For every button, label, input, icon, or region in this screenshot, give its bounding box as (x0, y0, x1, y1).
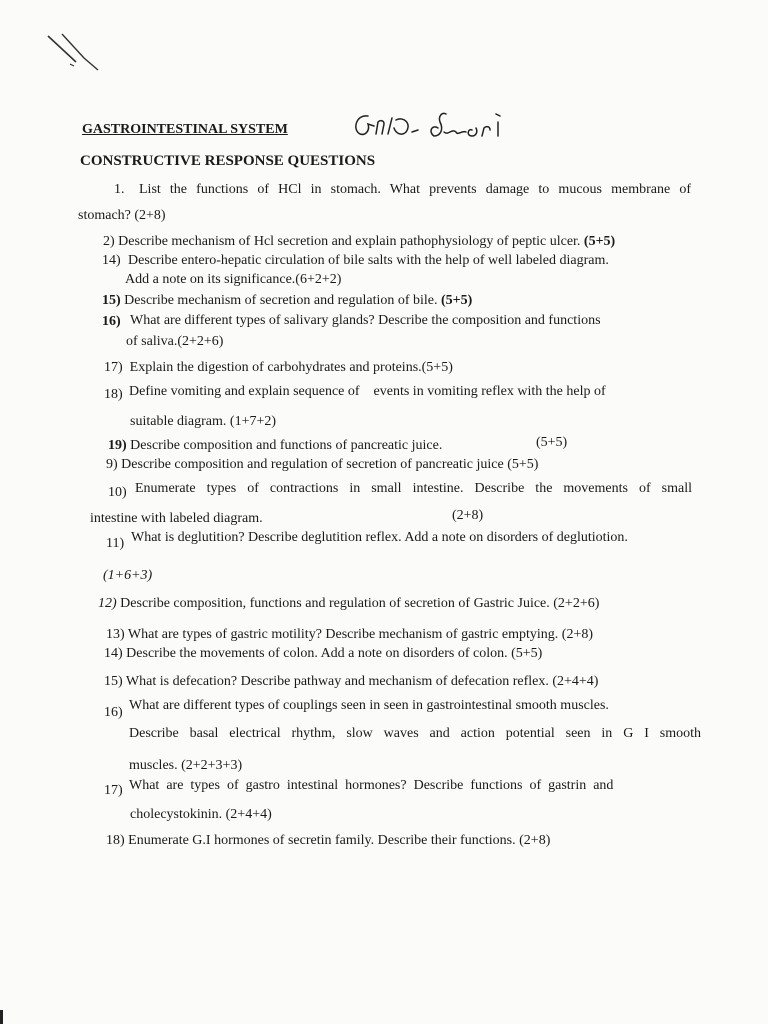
question-14b (104, 645, 542, 662)
question-18b (106, 832, 550, 849)
question-19-text: Describe composition and functions of pancreatic juice. (130, 438, 443, 453)
question-15b-text: What is defecation? Describe pathway and mechanism of defecation reflex. (2+4+4) (125, 674, 599, 689)
question-1-line-1: List the functions of HCl in stomach. What prevents damage to mucous membrane of (139, 182, 691, 197)
question-19-number: 19) (108, 438, 127, 453)
question-9 (106, 456, 538, 473)
question-18a-line-1: Define vomiting and explain sequence of events in vomiting reflex with the help of (129, 384, 606, 399)
question-16a-line-1: What are different types of salivary glands? Describe the composition and functions (130, 313, 601, 328)
question-15b-number: 15) (104, 674, 123, 689)
question-10-line-1: Enumerate types of contractions in small intestine. Describe the movements of small (135, 481, 692, 496)
question-15b (104, 673, 598, 690)
question-9-number: 9) (106, 457, 118, 472)
question-16a-number: 16) (102, 314, 121, 329)
question-14b-number: 14) (104, 646, 123, 661)
question-10-number: 10) (108, 485, 127, 500)
question-2-number: 2) (103, 234, 115, 249)
question-10-marks: (2+8) (452, 508, 484, 523)
question-12-number: 12) (98, 596, 117, 611)
question-16b-line-1: What are different types of couplings seen in seen in gastrointestinal smooth muscles. (129, 698, 609, 713)
question-12 (98, 595, 599, 612)
question-14a-line-1: Describe entero-hepatic circulation of bile salts with the help of well labeled diagram. (128, 253, 609, 268)
scan-edge-mark (0, 1010, 3, 1024)
question-13-number: 13) (106, 627, 125, 642)
question-16b-line-3: muscles. (2+2+3+3) (129, 758, 243, 773)
question-2-text: Describe mechanism of Hcl secretion and explain pathophysiology of peptic ulcer. (118, 234, 581, 249)
page-title: GASTROINTESTINAL SYSTEM (82, 122, 288, 137)
question-17b-line-1: What are types of gastro intestinal hormones? Describe functions of gastrin and (129, 778, 614, 793)
question-17a-text: Explain the digestion of carbohydrates and proteins.(5+5) (129, 360, 453, 375)
question-19-marks: (5+5) (536, 435, 568, 450)
question-14b-text: Describe the movements of colon. Add a note on disorders of colon. (5+5) (126, 646, 543, 661)
question-14a-number: 14) (102, 253, 121, 268)
question-18a-line-2: suitable diagram. (1+7+2) (130, 414, 277, 429)
question-18b-number: 18) (106, 833, 125, 848)
question-15-number: 15) (102, 293, 121, 308)
question-19 (108, 437, 442, 454)
question-10-line-2: intestine with labeled diagram. (90, 511, 263, 526)
question-12-text: Describe composition, functions and regulation of secretion of Gastric Juice. (2+2+6) (120, 596, 600, 611)
handwritten-signature (348, 108, 518, 144)
question-13-text: What are types of gastric motility? Describe mechanism of gastric emptying. (2+8) (127, 627, 594, 642)
question-16b-line-2: Describe basal electrical rhythm, slow waves and action potential seen in G I smooth (129, 726, 701, 741)
question-11-number: 11) (106, 536, 125, 551)
question-11-line-1: What is deglutition? Describe deglutition reflex. Add a note on disorders of deglutiotion. (131, 530, 628, 545)
question-18b-text: Enumerate G.I hormones of secretin family. Describe their functions. (2+8) (128, 833, 551, 848)
question-17b-number: 17) (104, 783, 123, 798)
question-2-marks: (5+5) (583, 234, 616, 249)
section-subheading: CONSTRUCTIVE RESPONSE QUESTIONS (80, 153, 376, 169)
question-9-text: Describe composition and regulation of secretion of pancreatic juice (5+5) (121, 457, 539, 472)
question-18a-number: 18) (104, 387, 123, 402)
question-13 (106, 626, 593, 643)
question-1-line-2: stomach? (2+8) (78, 208, 166, 223)
question-15-text: Describe mechanism of secretion and regulation of bile. (124, 293, 438, 308)
question-1-number: 1. (114, 182, 125, 197)
question-15 (102, 292, 472, 309)
question-11-line-2: (1+6+3) (103, 568, 153, 583)
question-16b-number: 16) (104, 705, 123, 720)
question-2 (103, 233, 615, 250)
question-15-marks: (5+5) (441, 293, 473, 308)
question-14a-line-2: Add a note on its significance.(6+2+2) (125, 272, 342, 287)
question-17a-number: 17) (104, 360, 123, 375)
question-17a (104, 359, 453, 376)
corner-pen-marks (40, 30, 110, 80)
question-17b-line-2: cholecystokinin. (2+4+4) (130, 807, 272, 822)
question-16a-line-2: of saliva.(2+2+6) (126, 334, 224, 349)
